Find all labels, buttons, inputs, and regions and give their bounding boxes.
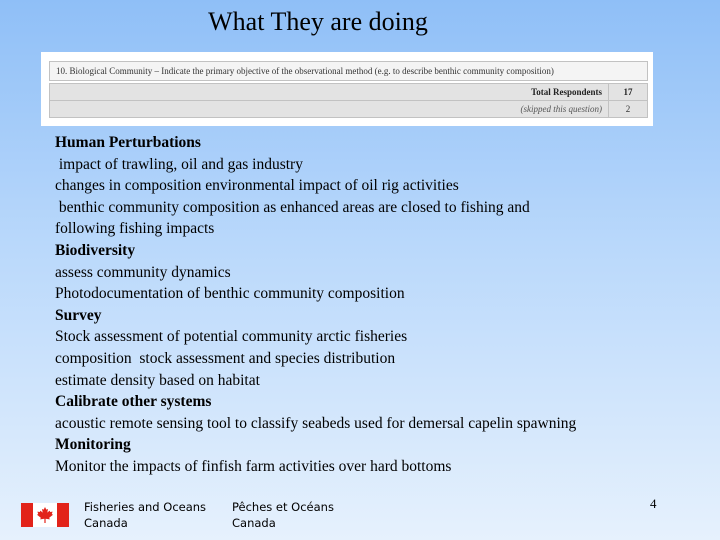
survey-results-table (49, 61, 648, 118)
department-name-english (84, 499, 206, 531)
content-line: estimate density based on habitat (55, 371, 260, 389)
content-line: Photodocumentation of benthic community composition (55, 285, 405, 303)
total-respondents-row (50, 84, 648, 101)
department-french-line1: Pêches et Océans (232, 500, 334, 514)
section-heading: Calibrate other systems (55, 393, 212, 411)
content-line: composition stock assessment and species distribution (55, 349, 396, 367)
section-heading: Human Perturbations (55, 134, 201, 151)
slide-title: What They are doing (208, 7, 428, 36)
section-heading: Survey (55, 306, 102, 324)
department-french-line2: Canada (232, 516, 276, 530)
content-line: impact of trawling, oil and gas industry (55, 155, 303, 173)
skipped-row (50, 101, 648, 118)
content-line: Monitor the impacts of finfish farm activities over hard bottoms (55, 457, 452, 475)
department-english-line2: Canada (84, 516, 128, 530)
content-line: acoustic remote sensing tool to classify seabeds used for demersal capelin spawning (55, 414, 577, 432)
canada-flag-icon (21, 503, 69, 527)
section-heading: Monitoring (55, 436, 131, 454)
section-heading: Biodiversity (55, 241, 136, 259)
skipped-value: 2 (609, 101, 648, 118)
department-name-french (232, 499, 334, 531)
question-text: 10. Biological Community – Indicate the primary objective of the observational method (e.g. to describe benthic community composition) (50, 62, 648, 81)
content-line: following fishing impacts (55, 220, 215, 238)
content-line: changes in composition environmental impact of oil rig activities (55, 177, 459, 195)
total-respondents-value: 17 (609, 84, 648, 101)
content-line: assess community dynamics (55, 263, 231, 281)
total-respondents-label: Total Respondents (50, 84, 609, 101)
maple-leaf-icon (36, 506, 54, 524)
slide-body (55, 132, 675, 478)
department-english-line1: Fisheries and Oceans (84, 500, 207, 514)
page-number: 4 (650, 496, 657, 511)
content-line: benthic community composition as enhanced areas are closed to fishing and (55, 198, 530, 216)
skipped-label: (skipped this question) (50, 101, 609, 118)
content-line: Stock assessment of potential community arctic fisheries (55, 328, 408, 346)
question-row (50, 62, 648, 81)
survey-screenshot (41, 52, 653, 126)
